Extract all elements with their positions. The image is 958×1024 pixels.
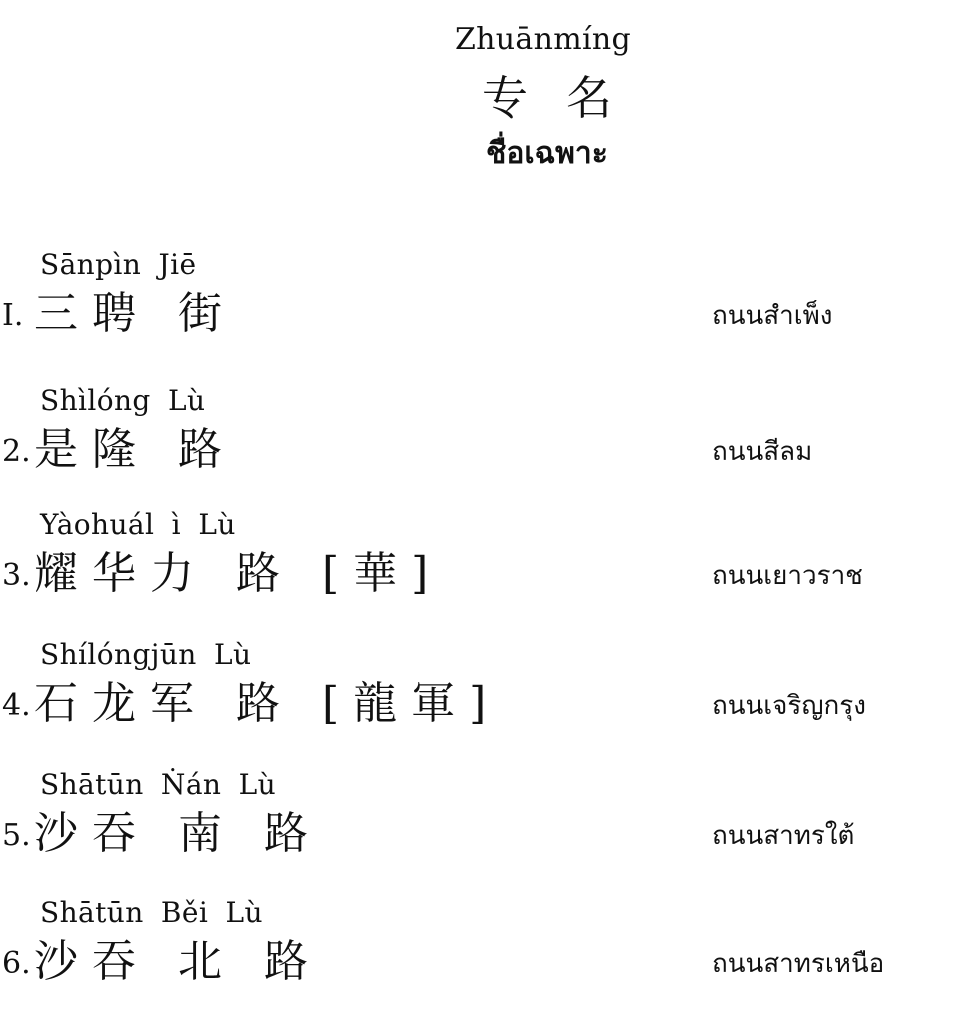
entry-pinyin: Shílóngjūn Lù xyxy=(40,638,252,671)
entry-pinyin: Shātūn Běi Lù xyxy=(40,896,263,929)
entry-pinyin: Yàohuál ì Lù xyxy=(40,508,236,541)
entry-hanzi: 耀华力 路 [華] xyxy=(34,548,443,599)
heading-hanzi: 专名 xyxy=(482,71,650,125)
entry-pinyin: Shātūn Ṅán Lù xyxy=(40,768,277,801)
list-item xyxy=(0,638,958,762)
entry-hanzi: 石龙军 路 [龍軍] xyxy=(34,678,501,729)
list-item xyxy=(0,896,958,1020)
list-item xyxy=(0,768,958,892)
entry-hanzi: 沙吞 南 路 xyxy=(34,808,322,859)
heading-pinyin: Zhuānmíng xyxy=(455,22,631,57)
entry-number: 6. xyxy=(2,946,31,981)
entry-number: 2. xyxy=(2,434,31,469)
heading-thai: ชื่อเฉพาะ xyxy=(486,136,608,171)
entry-number: I. xyxy=(2,298,24,333)
entry-thai: ถนนเยาวราช xyxy=(712,561,863,591)
entry-number: 3. xyxy=(2,558,31,593)
entry-thai: ถนนสาทรเหนือ xyxy=(712,949,885,979)
entry-thai: ถนนสาทรใต้ xyxy=(712,821,855,851)
entry-thai: ถนนสำเพ็ง xyxy=(712,301,833,331)
entry-hanzi: 是隆 路 xyxy=(34,424,236,475)
entry-hanzi: 沙吞 北 路 xyxy=(34,936,322,987)
list-item xyxy=(0,384,958,508)
entry-pinyin: Shìlóng Lù xyxy=(40,384,206,417)
list-item xyxy=(0,508,958,632)
entry-number: 5. xyxy=(2,818,31,853)
entry-hanzi: 三聘 街 xyxy=(34,288,236,339)
list-item xyxy=(0,248,958,372)
entry-thai: ถนนสีลม xyxy=(712,437,813,467)
entry-thai: ถนนเจริญกรุง xyxy=(712,691,866,721)
entry-pinyin: Sānpìn Jiē xyxy=(40,248,197,281)
entry-number: 4. xyxy=(2,688,31,723)
